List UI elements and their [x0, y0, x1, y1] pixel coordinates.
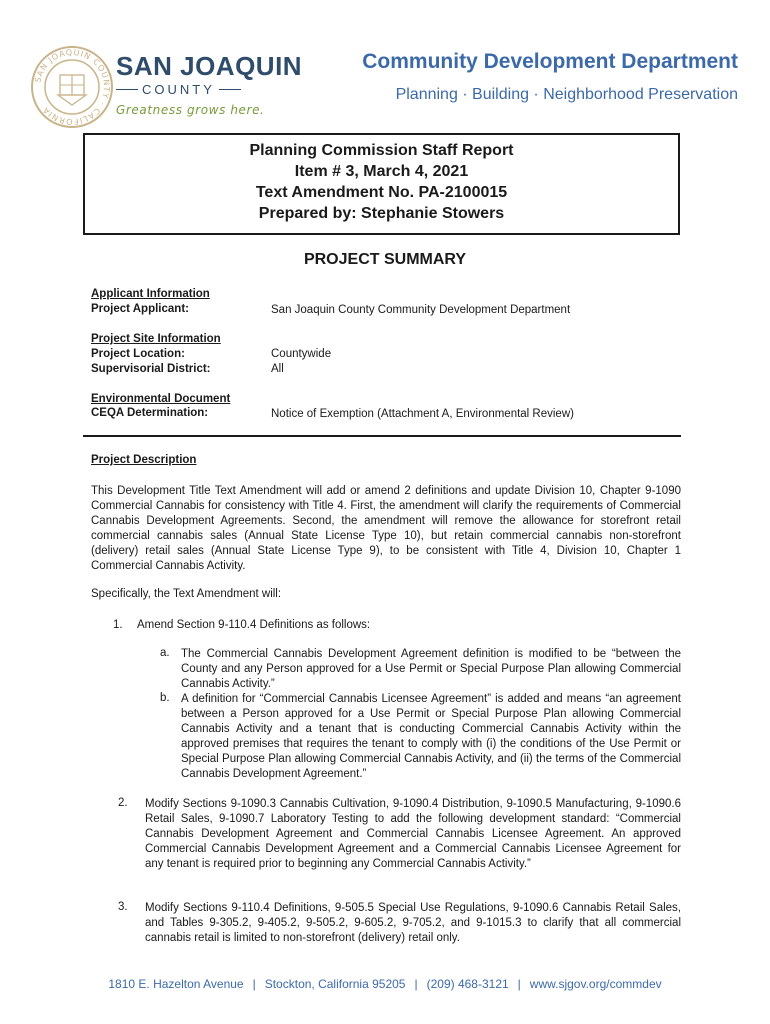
footer-phone: (209) 468-3121 — [426, 977, 509, 991]
report-item-date: Item # 3, March 4, 2021 — [294, 163, 469, 180]
footer-divider: | — [517, 977, 521, 991]
item-3-number: 3. — [118, 901, 128, 913]
site-info-heading: Project Site Information — [91, 333, 221, 345]
item-1b-text: A definition for “Commercial Cannabis Licensee Agreement” is added and means “an agreement between a Person approved for a Use Permit or Special Purpose Plan allowing Commercial Cannabis Activity and a tenant that is conducting Commercial Cannabis Activity within the approved premises that requires the tenant to comply with (i) the conditions of the Use Permit or Special Purpose Plan allowing Commercial Cannabis Activity, and (ii) the terms of the Commercial Cannabis Development Agreement.” — [181, 693, 681, 780]
ceqa-label: CEQA Determination: — [91, 407, 209, 419]
report-title: Planning Commission Staff Report — [249, 142, 514, 159]
item-1a-letter: a. — [160, 647, 170, 659]
specifically-intro: Specifically, the Text Amendment will: — [91, 588, 282, 600]
county-seal-logo — [30, 45, 114, 129]
item-1-number: 1. — [113, 619, 123, 631]
applicant-value: San Joaquin County Community Development Department — [271, 304, 571, 316]
report-title-box — [83, 133, 680, 235]
applicant-label: Project Applicant: — [91, 303, 189, 315]
logo-name: SAN JOAQUIN — [116, 51, 303, 81]
footer-city: Stockton, California 95205 — [264, 977, 406, 991]
applicant-info-heading: Applicant Information — [91, 288, 210, 300]
item-3-text: Modify Sections 9-110.4 Definitions, 9-505.5 Special Use Regulations, 9-1090.6 Cannabis Retail Sales, and Tables 9-305.2, 9-405.2, 9-505.2, 9-605.2, 9-705.2, and 9-1015.3 to clarify that all commercial cannabis retail is limited to non-storefront (delivery) retail only. — [145, 902, 681, 944]
environmental-doc-heading: Environmental Document — [91, 393, 231, 405]
logo-tagline: Greatness grows here. — [116, 103, 265, 117]
county-wordmark — [116, 52, 302, 117]
section-divider — [83, 435, 681, 437]
item-2-text: Modify Sections 9-1090.3 Cannabis Cultivation, 9-1090.4 Distribution, 9-1090.5 Manufacturing, 9-1090.6 Retail Sales, 9-1090.7 Laboratory Testing to add the following development standard: “Commercial Cannabis Development Agreement and Commercial Cannabis Licensee Agreement. An approved Commercial Cannabis Development Agreement and a Commercial Cannabis Licensee Agreement for any tenant is required prior to beginning any Commercial Cannabis Activity.” — [145, 798, 681, 870]
item-1b-letter: b. — [160, 692, 170, 704]
ceqa-value: Notice of Exemption (Attachment A, Environmental Review) — [271, 408, 574, 420]
logo-county: COUNTY — [142, 82, 215, 97]
report-amendment-number: Text Amendment No. PA-2100015 — [255, 184, 508, 201]
item-1a-text: The Commercial Cannabis Development Agreement definition is modified to be “between the County and any Person approved for a Use Permit or Special Purpose Plan allowing Commercial Cannabis Activity.” — [181, 648, 681, 690]
location-value: Countywide — [271, 348, 332, 360]
location-label: Project Location: — [91, 348, 185, 360]
footer-divider: | — [414, 977, 418, 991]
item-1-text: Amend Section 9-110.4 Definitions as follows: — [137, 619, 371, 631]
report-preparer: Prepared by: Stephanie Stowers — [258, 205, 505, 222]
footer-website-link[interactable]: www.sjgov.org/commdev — [529, 977, 662, 991]
footer-contact — [0, 977, 770, 991]
project-description-heading: Project Description — [91, 454, 197, 466]
seal-ring-text: SAN JOAQUIN COUNTY · CALIFORNIA — [33, 47, 112, 127]
logo-rule-left — [116, 89, 138, 90]
logo-rule-right — [219, 89, 241, 90]
project-description-body: This Development Title Text Amendment will add or amend 2 definitions and update Division 10, Chapter 9-1090 Commercial Cannabis for consistency with Title 4. First, the amendment will clarify the requirements of Commercial Cannabis Development Agreements. Second, the amendment will remove the allowance for storefront retail commercial cannabis sales (Annual State License Type 10), but retain commercial cannabis non-storefront (delivery) retail sales (Annual State License Type 9), to be consistent with Title 4, Division 10, Chapter 1 Commercial Cannabis Activity. — [91, 485, 681, 572]
footer-address: 1810 E. Hazelton Avenue — [108, 977, 244, 991]
department-title: Community Development Department — [362, 50, 738, 73]
district-label: Supervisorial District: — [91, 363, 211, 375]
footer-divider: | — [252, 977, 256, 991]
project-summary-heading: PROJECT SUMMARY — [303, 251, 467, 268]
item-2-number: 2. — [118, 797, 128, 809]
department-subtitle: Planning · Building · Neighborhood Preservation — [395, 86, 738, 103]
district-value: All — [271, 363, 284, 375]
